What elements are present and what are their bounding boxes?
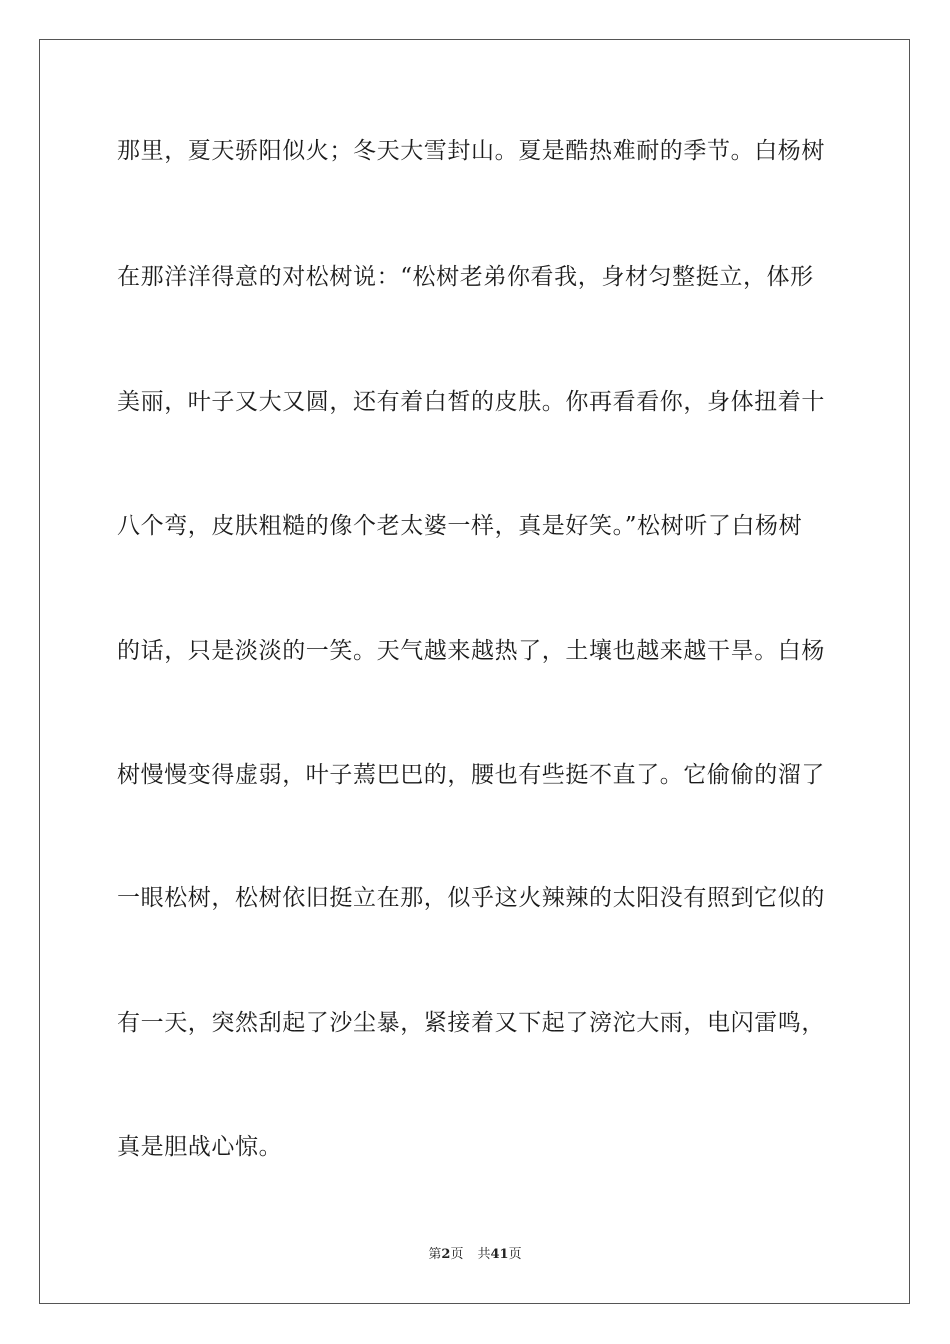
total-suffix: 页: [508, 1247, 522, 1262]
total-prefix: 共: [477, 1247, 491, 1262]
text-line-4: 八个弯，皮肤粗糙的像个老太婆一样，真是好笑。”松树听了白杨树: [117, 513, 803, 539]
page-footer: [0, 1246, 950, 1264]
total-pages: 41: [490, 1247, 509, 1262]
text-line-5: 的话，只是淡淡的一笑。天气越来越热了，土壤也越来越干旱。白杨: [117, 638, 825, 664]
text-line-9: 真是胆战心惊。: [117, 1134, 283, 1160]
page-suffix: 页: [450, 1247, 464, 1262]
text-line-2: 在那洋洋得意的对松树说：“松树老弟你看我，身材匀整挺立，体形: [117, 264, 814, 290]
text-line-6: 树慢慢变得虚弱，叶子蔫巴巴的，腰也有些挺不直了。它偷偷的溜了: [117, 762, 825, 788]
page-frame: [39, 39, 910, 1304]
page-prefix: 第: [428, 1247, 442, 1262]
text-line-7: 一眼松树，松树依旧挺立在那，似乎这火辣辣的太阳没有照到它似的: [117, 885, 825, 911]
text-line-3: 美丽，叶子又大又圆，还有着白皙的皮肤。你再看看你，身体扭着十: [117, 389, 825, 415]
page-number: 2: [441, 1247, 451, 1262]
text-line-8: 有一天，突然刮起了沙尘暴，紧接着又下起了滂沱大雨，电闪雷鸣，: [117, 1010, 825, 1036]
text-line-1: 那里，夏天骄阳似火；冬天大雪封山。夏是酷热难耐的季节。白杨树: [117, 138, 825, 164]
